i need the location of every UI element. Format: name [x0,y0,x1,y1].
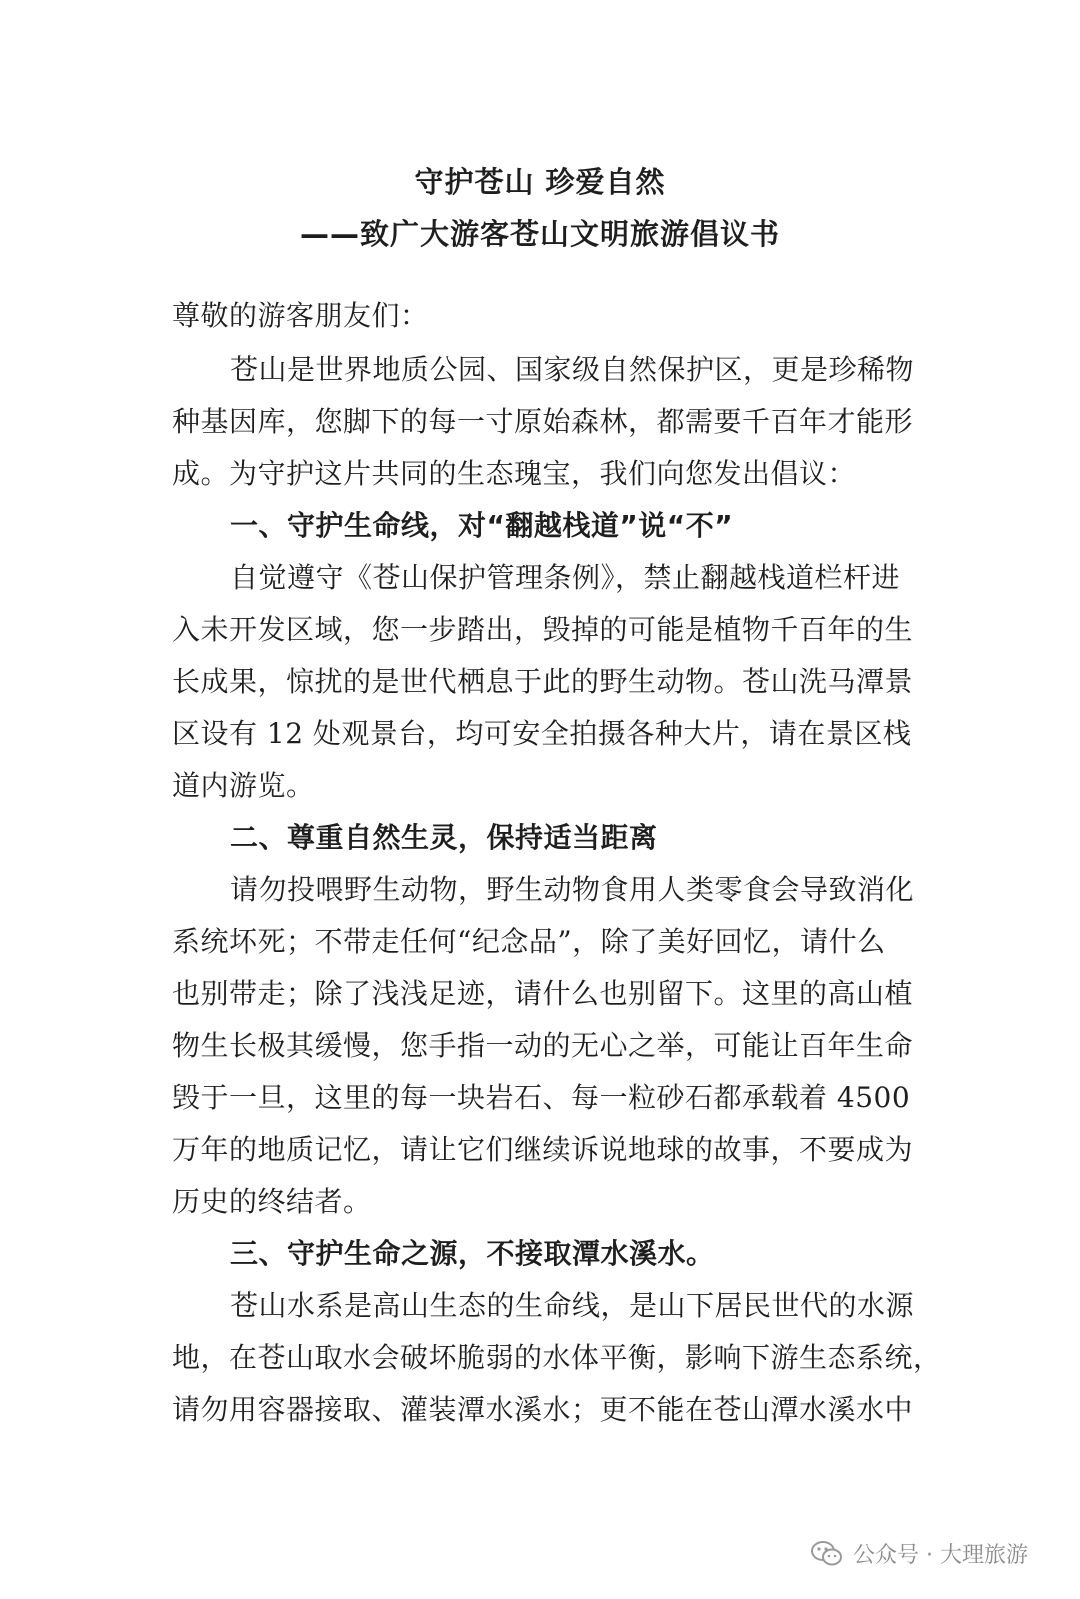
section2-line: 请勿投喂野生动物，野生动物食用人类零食会导致消化 [230,873,915,906]
section-heading: 一、守护生命线，对“翻越栈道”说“不” [230,509,734,542]
section2-line: 历史的终结者。 [172,1185,372,1218]
watermark-text: 公众号 · 大理旅游 [853,1543,1028,1568]
intro-line: 苍山是世界地质公园、国家级自然保护区，更是珍稀物 [230,353,915,386]
section-heading: 二、尊重自然生灵，保持适当距离 [230,821,658,854]
watermark [811,1538,1028,1569]
section3-line: 请勿用容器接取、灌装潭水溪水；更不能在苍山潭水溪水中 [172,1393,914,1426]
greeting: 尊敬的游客朋友们： [172,299,429,332]
section3-line: 苍山水系是高山生态的生命线，是山下居民世代的水源 [230,1289,915,1322]
section-heading: 三、守护生命之源，不接取潭水溪水。 [230,1237,715,1270]
section2-line: 物生长极其缓慢，您手指一动的无心之举，可能让百年生命 [172,1029,914,1062]
section2-line: 也别带走；除了浅浅足迹，请什么也别留下。这里的高山植 [172,977,914,1010]
section1-line: 道内游览。 [172,769,315,802]
section3-line: 地，在苍山取水会破坏脆弱的水体平衡，影响下游生态系统， [172,1341,942,1374]
document-title: 守护苍山 珍爱自然 [414,165,666,199]
intro-line: 成。为守护这片共同的生态瑰宝，我们向您发出倡议： [172,457,857,490]
section2-line: 万年的地质记忆，请让它们继续诉说地球的故事，不要成为 [172,1133,914,1166]
section1-line: 入未开发区域，您一步踏出，毁掉的可能是植物千百年的生 [172,613,914,646]
section1-line: 区设有 12 处观景台，均可安全拍摄各种大片，请在景区栈 [172,717,912,750]
document-subtitle: ——致广大游客苍山文明旅游倡议书 [299,217,780,251]
intro-line: 种基因库，您脚下的每一寸原始森林，都需要千百年才能形 [172,405,914,438]
section2-line: 毁于一旦，这里的每一块岩石、每一粒砂石都承载着 4500 [172,1081,911,1114]
section1-line: 长成果，惊扰的是世代栖息于此的野生动物。苍山洗马潭景 [172,665,914,698]
section1-line: 自觉遵守《苍山保护管理条例》，禁止翻越栈道栏杆进 [230,561,901,594]
section2-line: 系统坏死；不带走任何“纪念品”，除了美好回忆，请什么 [172,925,886,958]
wechat-icon [811,1541,843,1567]
